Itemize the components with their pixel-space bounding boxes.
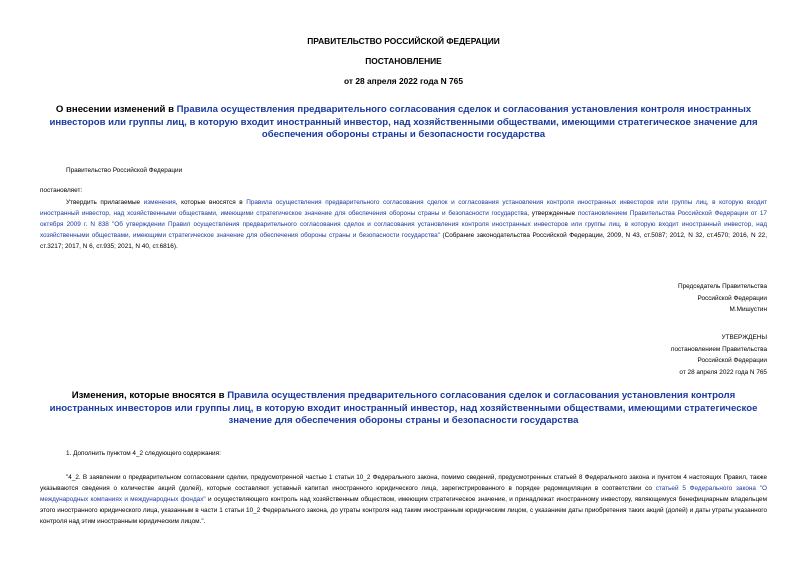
changes-title bbox=[40, 390, 767, 428]
document-type: ПОСТАНОВЛЕНИЕ bbox=[365, 56, 442, 66]
approved-line-4: от 28 апреля 2022 года N 765 bbox=[679, 368, 767, 376]
title-prefix: О внесении изменений в bbox=[55, 104, 177, 115]
signature-name: М.Мишустин bbox=[729, 306, 767, 313]
approval-block bbox=[467, 332, 767, 378]
quoted-paragraph bbox=[40, 472, 767, 527]
approved-label: УТВЕРЖДЕНЫ bbox=[721, 334, 767, 341]
para-text-2: , которые вносятся в bbox=[175, 199, 247, 206]
document-title bbox=[40, 104, 767, 142]
changes-link[interactable]: изменения bbox=[143, 199, 176, 206]
quote-text-2: и осуществляющего контроль над хозяйственным обществом, имеющим стратегическое значение, и принадлежат иностранному инвестору, являющемуся бенефициарным владельцем этого иностранного юридического лица, указанным в части 1 статьи 10_2 Федерального закона, до утраты контроля над таким иностранным юридическим лицом, с указанием даты приобретения таких акций (долей) и даты утраты указанного контроля над этим иностранным юридическим лицом.". bbox=[40, 496, 767, 525]
approved-line-3: Российской Федерации bbox=[697, 357, 767, 364]
signature-title: Председатель Правительства bbox=[678, 283, 767, 290]
decree-paragraph bbox=[40, 197, 767, 252]
approved-line-2: постановлением Правительства bbox=[671, 345, 767, 353]
changes-title-prefix: Изменения, которые вносятся в bbox=[71, 390, 228, 401]
para-text-3: , утвержденные bbox=[527, 210, 578, 217]
quote-text-1: "4_2. В заявлении о предварительном согласовании сделки, предусмотренной частью 1 статьи 10_2 Федерального закона, помимо сведений, предусмотренных статьей 8 Федерального закона и пунктом 4 настоящих Правил, также указываются сведения о количестве акций (долей), которые составляют уставный капитал иностранного юридического лица, зарегистрированного в порядке редомициляции в соответствии со bbox=[40, 474, 767, 492]
para-text-1: Утвердить прилагаемые bbox=[66, 199, 144, 206]
signature-block bbox=[467, 281, 767, 316]
para-text-4: (Собрание законодательства Российской Федерации, 2009, N 43, ст.5087; 2012, N 32, ст.4570; 2016, N 22, ст.3217; 2017, N 6, ст.935; 2021, N 40, ст.6816). bbox=[40, 232, 767, 250]
item-1: 1. Дополнить пунктом 4_2 следующего содержания: bbox=[66, 450, 221, 457]
resolution-838-link[interactable]: постановлением Правительства Российской Федерации от 17 октября 2009 г. N 838 "Об утверждении Правил осуществления предварительного согласования сделок и согласования установления контроля иностранных инвесторов или группы лиц, в которую входит иностранный инвестор, над хозяйственными обществами, имеющими стратегическое значение для обеспечения обороны страны и безопасности государства" bbox=[40, 210, 767, 239]
article-5-link[interactable]: статьей 5 Федерального закона "О международных компаниях и международных фондах" bbox=[40, 485, 767, 503]
rules-link[interactable]: Правила осуществления предварительного согласования сделок и согласования установления контроля иностранных инвесторов или группы лиц, в которую входит иностранный инвестор, над хозяйственными обществами, имеющими стратегическое значение для обеспечения обороны страны и безопасности государства bbox=[49, 104, 758, 140]
rules-link-2[interactable]: Правила осуществления предварительного согласования сделок и согласования установления контроля иностранных инвесторов или группы лиц, в которую входит иностранный инвестор, над хозяйственными обществами, имеющими стратегическое значение для обеспечения обороны страны и безопасности государства bbox=[40, 199, 768, 217]
document-date-number: от 28 апреля 2022 года N 765 bbox=[344, 76, 463, 86]
rules-link-3[interactable]: Правила осуществления предварительного согласования сделок и согласования установления контроля иностранных инвесторов или группы лиц, в которую входит иностранный инвестор, над хозяйственными обществами, имеющими стратегическое значение для обеспечения обороны страны и безопасности государства bbox=[49, 390, 758, 426]
decrees-line: постановляет: bbox=[40, 187, 83, 194]
government-heading: ПРАВИТЕЛЬСТВО РОССИЙСКОЙ ФЕДЕРАЦИИ bbox=[307, 36, 500, 46]
signature-title-2: Российской Федерации bbox=[697, 294, 767, 302]
government-line: Правительство Российской Федерации bbox=[66, 167, 183, 174]
